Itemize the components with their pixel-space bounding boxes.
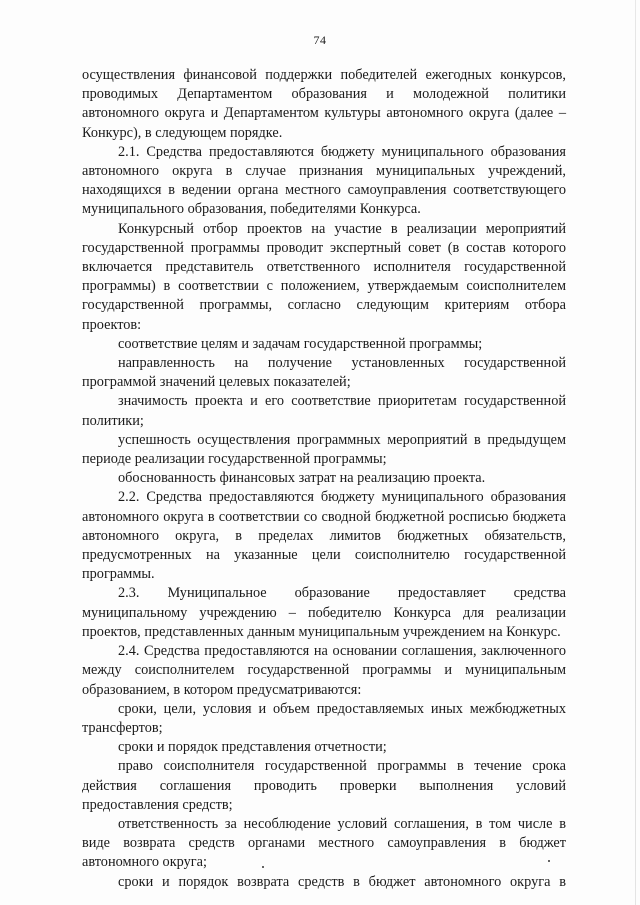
paragraph: 2.4. Средства предоставляются на основании соглашения, заключенного между соисполнителем государственной программы и муниципальным образованием, в котором предусматриваются: (82, 643, 566, 698)
paragraph: направленность на получение установленных государственной программой значений целевых показателей; (82, 355, 566, 391)
page-edge-shadow (635, 0, 636, 905)
scan-speck (262, 866, 264, 868)
paragraph: Конкурсный отбор проектов на участие в реализации мероприятий государственной программы проводит экспертный совет (в состав которого включается представитель ответственного исполнителя государственной программы) в соответствии с положением, утверждаемым соисполнителем государственной программы, согласно следующим критериям отбора проектов: (82, 220, 566, 333)
page-number: 74 (313, 33, 327, 47)
scan-speck (548, 860, 550, 862)
paragraph: право соисполнителя государственной программы в течение срока действия соглашения проводить проверки выполнения условий предоставления средств; (82, 758, 566, 813)
paragraph: 2.1. Средства предоставляются бюджету муниципального образования автономного округа в случае признания муниципальных учреждений, находящихся в ведении органа местного самоуправления соответствующего муниципального образования, победителями Конкурса. (82, 143, 566, 218)
paragraph: сроки, цели, условия и объем предоставляемых иных межбюджетных трансфертов; (82, 700, 566, 736)
paragraph: осуществления финансовой поддержки победителей ежегодных конкурсов, проводимых Департаментом образования и молодежной политики автономного округа и Департаментом культуры автономного округа (далее – Конкурс), в следующем порядке. (82, 67, 566, 141)
paragraph: 2.3. Муниципальное образование предоставляет средства муниципальному учреждению – победителю Конкурса для реализации проектов, представленных данным муниципальным учреждением на Конкурс. (82, 585, 566, 640)
paragraph: ответственность за несоблюдение условий соглашения, в том числе в виде возврата средств органами местного самоуправления в бюджет автономного округа; (82, 815, 566, 871)
paragraph: сроки и порядок возврата средств в бюджет автономного округа в (118, 873, 566, 890)
paragraph: успешность осуществления программных мероприятий в предыдущем периоде реализации государственной программы; (82, 431, 566, 468)
paragraph: значимость проекта и его соответствие приоритетам государственной политики; (82, 393, 566, 429)
paragraph: соответствие целям и задачам государственной программы; (118, 335, 483, 352)
paragraph: 2.2. Средства предоставляются бюджету муниципального образования автономного округа в соответствии со сводной бюджетной росписью бюджета автономного округа, в пределах лимитов бюджетных обязательств, предусмотренных на указанные цели соисполнителю государственной программы. (82, 489, 566, 583)
paragraph: сроки и порядок представления отчетности; (118, 739, 387, 756)
document-body (82, 66, 566, 892)
paragraph: обоснованность финансовых затрат на реализацию проекта. (118, 470, 486, 487)
